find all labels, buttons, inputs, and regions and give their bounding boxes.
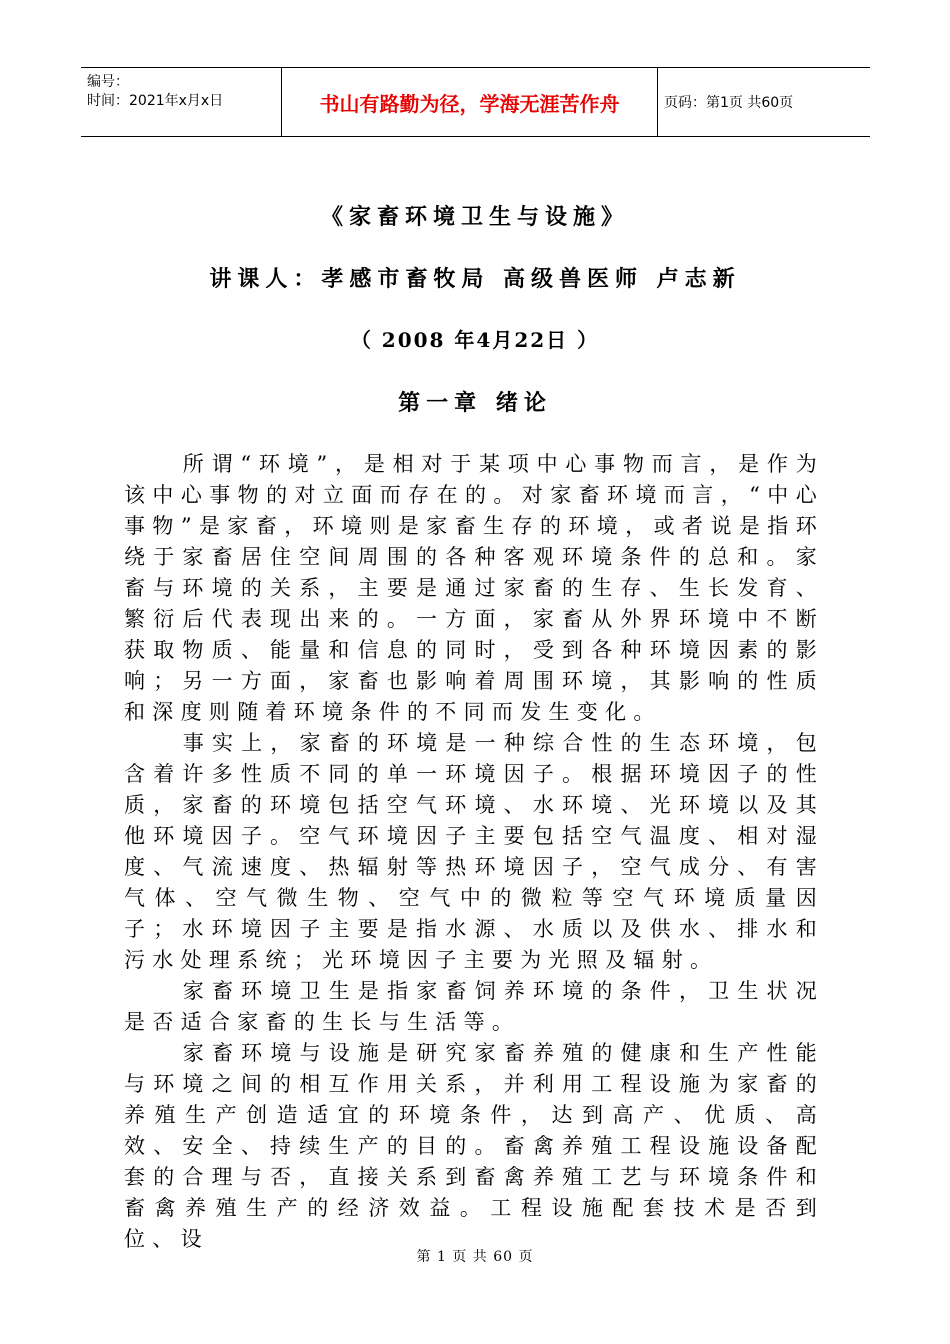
number-label: 编号：	[87, 74, 129, 90]
header-meta	[81, 68, 282, 136]
paragraph-2: 事实上，家畜的环境是一种综合性的生态环境，包含着许多性质不同的单一环境因子。根据环境因子的性质，家畜的环境包括空气环境、水环境、光环境以及其他环境因子。空气环境因子主要包括空气温度、相对湿度、气流速度、热辐射等热环境因子，空气成分、有害气体、空气微生物、空气中的微粒等空气环境质量因子；水环境因子主要是指水源、水质以及供水、排水和污水处理系统；光环境因子主要为光照及辐射。	[124, 731, 824, 972]
paragraph-4: 家畜环境与设施是研究家畜养殖的健康和生产性能与环境之间的相互作用关系，并利用工程设施为家畜的养殖生产创造适宜的环境条件，达到高产、优质、高效、安全、持续生产的目的。畜禽养殖工程设施设备配套的合理与否，直接关系到畜禽养殖工艺与环境条件和畜禽养殖生产的经济效益。工程设施配套技术是否到位、设	[124, 1041, 824, 1251]
body-text	[124, 449, 824, 1255]
page-footer: 第 1 页 共 60 页	[416, 1249, 534, 1265]
lecturer-line: 讲课人：孝感市畜牧局 高级兽医师 卢志新	[209, 266, 741, 292]
header-motto: 书山有路勤为径，学海无涯苦作舟	[282, 68, 658, 136]
paragraph-1: 所谓“环境”，是相对于某项中心事物而言，是作为该中心事物的对立面而存在的。对家畜环境而言，“中心事物”是家畜，环境则是家畜生存的环境，或者说是指环绕于家畜居住空间周围的各种客观环境条件的总和。家畜与环境的关系，主要是通过家畜的生存、生长发育、繁衍后代表现出来的。一方面，家畜从外界环境中不断获取物质、能量和信息的同时，受到各种环境因素的影响；另一方面，家畜也影响着周围环境，其影响的性质和深度则随着环境条件的不同而发生变化。	[124, 452, 824, 724]
page-header	[81, 67, 870, 137]
paragraph-3: 家畜环境卫生是指家畜饲养环境的条件，卫生状况是否适合家畜的生长与生活等。	[124, 979, 824, 1034]
chapter-heading: 第一章 绪论	[398, 390, 552, 416]
header-page-info: 页码：第1页 共60页	[664, 95, 794, 111]
lecture-date: （ 2008 年4月22日 ）	[350, 328, 600, 352]
document-title: 《家畜环境卫生与设施》	[320, 204, 629, 230]
time-label: 时间：2021年x月x日	[87, 93, 224, 109]
